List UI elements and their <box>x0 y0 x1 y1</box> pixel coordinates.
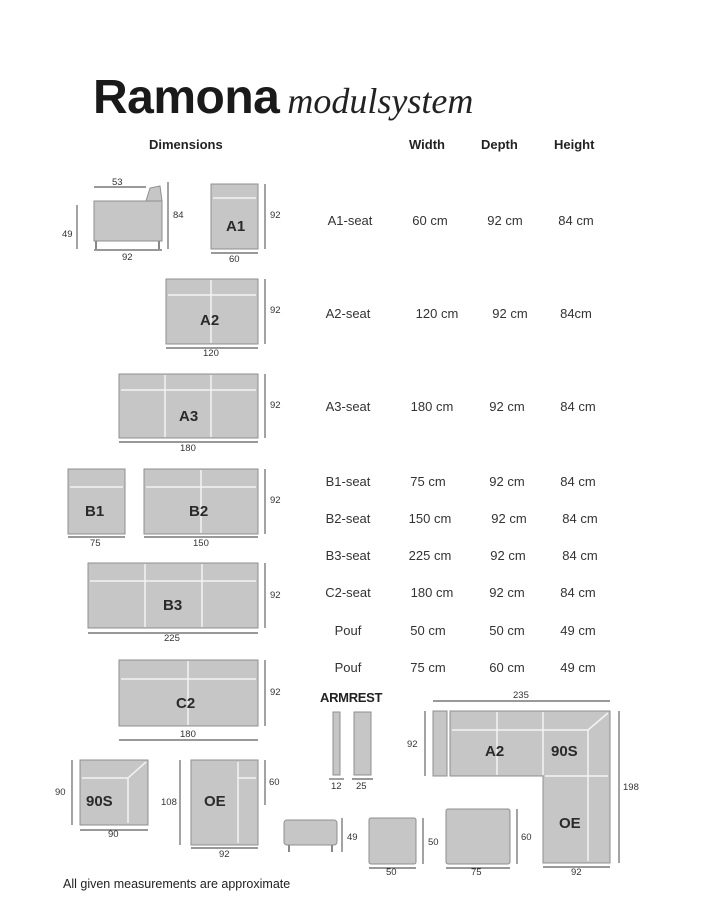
dim-a1-width: 60 <box>229 254 240 265</box>
row-depth: 50 cm <box>489 623 525 638</box>
row-width: 180 cm <box>410 585 454 600</box>
row-depth: 92 cm <box>489 399 525 414</box>
header-depth: Depth <box>481 137 518 152</box>
module-90s <box>55 760 148 840</box>
row-name: B1-seat <box>325 474 371 489</box>
row-name: A3-seat <box>325 399 371 414</box>
b1-label: B1 <box>85 503 105 520</box>
row-width: 60 cm <box>412 213 448 228</box>
a3-shape <box>119 374 258 438</box>
b2-label: B2 <box>189 503 209 520</box>
row-name: B2-seat <box>325 511 371 526</box>
a1-shape <box>211 184 258 249</box>
armrest-25-shape <box>354 712 371 775</box>
row-depth: 92 cm <box>492 306 528 321</box>
b3-label: B3 <box>163 597 183 614</box>
row-height: 84 cm <box>560 585 596 600</box>
row-name: A1-seat <box>327 213 373 228</box>
row-name: Pouf <box>334 623 362 638</box>
a3-label: A3 <box>179 408 199 425</box>
dim-a3-width: 180 <box>180 443 196 454</box>
oe-label: OE <box>204 793 226 810</box>
dim-oe-width: 92 <box>219 849 230 860</box>
armrest-label: ARMREST <box>320 690 383 705</box>
dim-c2-depth: 92 <box>270 687 281 698</box>
row-depth: 60 cm <box>489 660 525 675</box>
row-depth: 92 cm <box>489 474 525 489</box>
module-b2 <box>144 469 281 549</box>
dim-b2-depth: 92 <box>270 495 281 506</box>
footer-note: All given measurements are approximate <box>63 877 291 891</box>
pouf-side-shape <box>284 820 337 845</box>
row-name: B3-seat <box>325 548 371 563</box>
pouf-50-shape <box>369 818 416 864</box>
row-width: 150 cm <box>408 511 452 526</box>
row-height: 49 cm <box>560 623 596 638</box>
dim-b2-width: 150 <box>193 538 209 549</box>
corner-armrest <box>433 711 447 776</box>
module-a3 <box>119 374 281 454</box>
dim-a3-depth: 92 <box>270 400 281 411</box>
row-name: C2-seat <box>325 585 371 600</box>
side-view <box>62 177 184 263</box>
row-depth: 92 cm <box>487 213 523 228</box>
dim-a2-depth: 92 <box>270 305 281 316</box>
header-dimensions: Dimensions <box>149 137 223 152</box>
row-depth: 92 cm <box>490 548 526 563</box>
dim-pouf75-depth: 60 <box>521 832 532 843</box>
corner-90s-label: 90S <box>551 743 578 760</box>
module-oe <box>161 760 280 860</box>
row-height: 84 cm <box>560 474 596 489</box>
dim-pouf75-width: 75 <box>471 867 482 878</box>
a2-label: A2 <box>200 312 220 329</box>
dim-oe-arm: 60 <box>269 777 280 788</box>
dim-pouf-side-height: 49 <box>347 832 358 843</box>
module-b1 <box>68 469 125 549</box>
pouf-75 <box>446 809 532 878</box>
dim-90s-depth: 90 <box>55 787 66 798</box>
module-c2 <box>119 660 281 740</box>
dim-corner-bottom: 92 <box>571 867 582 878</box>
dim-pouf50-width: 50 <box>386 867 397 878</box>
header-height: Height <box>554 137 595 152</box>
b1-shape <box>68 469 125 534</box>
dim-side-height-back: 84 <box>173 210 184 221</box>
row-width: 120 cm <box>415 306 459 321</box>
row-name: A2-seat <box>325 306 371 321</box>
side-backrest <box>146 186 162 201</box>
brand-name: Ramona <box>93 71 280 124</box>
row-width: 50 cm <box>410 623 446 638</box>
corner-a2-label: A2 <box>485 743 505 760</box>
row-width: 75 cm <box>410 660 446 675</box>
dim-b1-width: 75 <box>90 538 101 549</box>
dim-corner-left: 92 <box>407 739 418 750</box>
pouf-50 <box>369 818 439 878</box>
module-a1 <box>211 184 281 265</box>
row-height: 84cm <box>560 306 592 321</box>
c2-label: C2 <box>176 695 196 712</box>
row-width: 75 cm <box>410 474 446 489</box>
dim-c2-width: 180 <box>180 729 196 740</box>
row-width: 225 cm <box>408 548 452 563</box>
row-height: 84 cm <box>562 548 598 563</box>
dim-a2-width: 120 <box>203 348 219 359</box>
dim-armrest-12: 12 <box>331 781 342 792</box>
90s-label: 90S <box>86 793 113 810</box>
row-depth: 92 cm <box>489 585 525 600</box>
corner-oe-label: OE <box>559 815 581 832</box>
row-width: 180 cm <box>410 399 454 414</box>
dim-a1-depth: 92 <box>270 210 281 221</box>
dim-90s-width: 90 <box>108 829 119 840</box>
title-subtitle: modulsystem <box>287 81 474 121</box>
pouf-side <box>284 818 358 852</box>
a1-label: A1 <box>226 218 246 235</box>
dim-pouf50-depth: 50 <box>428 837 439 848</box>
corner-combination <box>407 690 639 878</box>
row-height: 84 cm <box>558 213 594 228</box>
dim-oe-depth: 108 <box>161 797 177 808</box>
dim-b3-width: 225 <box>164 633 180 644</box>
header-width: Width <box>409 137 445 152</box>
row-depth: 92 cm <box>491 511 527 526</box>
dim-side-height-front: 49 <box>62 229 73 240</box>
row-height: 49 cm <box>560 660 596 675</box>
dim-corner-right: 198 <box>623 782 639 793</box>
dim-side-depth: 92 <box>122 252 133 263</box>
dim-b3-depth: 92 <box>270 590 281 601</box>
module-b3 <box>88 563 281 644</box>
row-name: Pouf <box>334 660 362 675</box>
dim-corner-top: 235 <box>513 690 529 701</box>
row-height: 84 cm <box>562 511 598 526</box>
armrest-12-shape <box>333 712 340 775</box>
dim-side-top: 53 <box>112 177 123 188</box>
row-height: 84 cm <box>560 399 596 414</box>
side-seat <box>94 201 162 241</box>
b3-shape <box>88 563 258 628</box>
dim-armrest-25: 25 <box>356 781 367 792</box>
pouf-75-shape <box>446 809 510 864</box>
armrests <box>329 712 373 792</box>
module-a2 <box>166 279 281 359</box>
